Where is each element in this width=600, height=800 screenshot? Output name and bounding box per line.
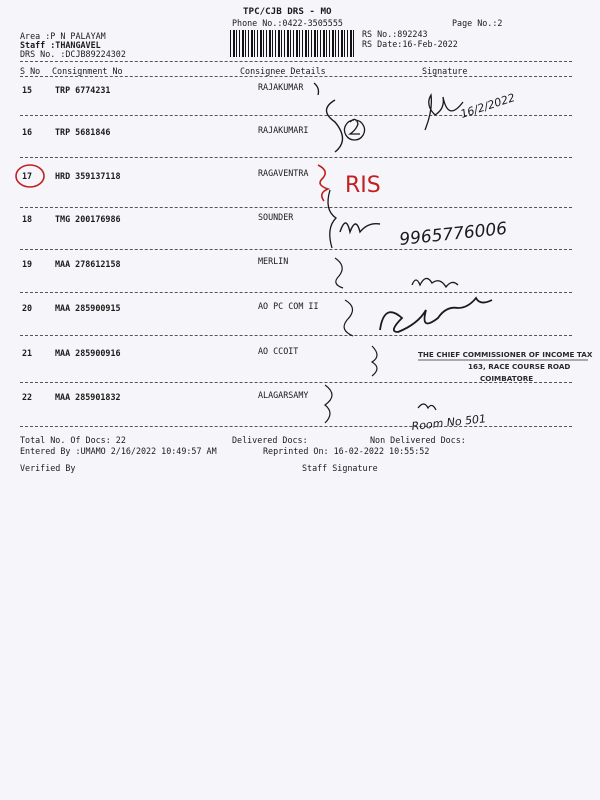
column-header-consignment: Consignment No [52,66,123,76]
phone-number: Phone No.:0422-3505555 [232,18,343,28]
signature-scribble [425,95,463,130]
brace-mark [372,346,377,376]
page-number: Page No.:2 [452,18,503,28]
row-19-consignment: MAA 278612158 [55,259,121,269]
seal-line-3: COIMBATORE [480,374,534,383]
row18-phone: 9965776006 [398,218,509,250]
entered-by: Entered By :UMAMO 2/16/2022 10:49:57 AM [20,446,217,456]
row-19-consignee: MERLIN [258,256,289,266]
row-16-consignee: RAJAKUMARI [258,125,309,135]
row-18-consignee: SOUNDER [258,212,294,222]
verified-by: Verified By [20,463,76,473]
signature-scribble [327,100,343,152]
row-18-consignment: TMG 200176986 [55,214,121,224]
brace-mark [325,385,332,423]
row-22-sno: 22 [22,392,33,402]
room-number-note: Room No 501 [410,412,487,433]
signature-scribble [380,298,492,332]
row-16-sno: 16 [22,127,33,137]
rs-number: RS No.:892243 [362,29,428,39]
row-16-consignment: TRP 5681846 [55,127,111,137]
row-divider [20,115,572,116]
row-18-sno: 18 [22,214,33,224]
row-20-consignee: AO PC COM II [258,301,319,311]
row-19-sno: 19 [22,259,33,269]
circled-two [345,119,365,140]
signature-scribble [412,278,458,287]
row-21-consignment: MAA 285900916 [55,348,121,358]
row-21-sno: 21 [22,348,33,358]
drs-number: DRS No. :DCJB89224302 [20,49,126,59]
non-delivered-docs: Non Delivered Docs: [370,435,466,445]
header-divider [20,61,572,62]
seal-line-2: 163, RACE COURSE ROAD [468,362,571,371]
row-17-consignment: HRD 359137118 [55,171,121,181]
row-divider [20,292,572,293]
row17-initials: RIS [345,173,381,198]
brace-mark [344,300,353,336]
rs-date: RS Date:16-Feb-2022 [362,39,458,49]
total-docs: Total No. Of Docs: 22 [20,435,126,445]
row-15-consignee: RAJAKUMAR [258,82,304,92]
row-17-consignee: RAGAVENTRA [258,168,309,178]
column-header-consignee: Consignee Details [240,66,326,76]
brace-mark [335,258,343,288]
row-21-consignee: AO CCOIT [258,346,299,356]
staff-label: Staff :THANGAVEL [20,40,101,50]
area-label: Area :P N PALAYAM [20,31,106,41]
row-17-sno: 17 [22,171,33,181]
row-15-consignment: TRP 6774231 [55,85,111,95]
signature-scribble [340,223,380,232]
column-header-sno: S No [20,66,41,76]
brace-mark [318,165,328,201]
row15-date: 16/2/2022 [458,91,517,121]
row-20-consignment: MAA 285900915 [55,303,121,313]
row-divider [20,249,572,250]
signature-scribble [418,404,436,410]
brace-mark [328,190,336,248]
staff-signature: Staff Signature [302,463,378,473]
row-20-sno: 20 [22,303,33,313]
reprinted-on: Reprinted On: 16-02-2022 10:55:52 [263,446,430,456]
row-divider [20,207,572,208]
brace-mark [314,83,319,95]
document-title: TPC/CJB DRS - MO [243,6,332,17]
row-15-sno: 15 [22,85,33,95]
row-divider [20,157,572,158]
column-header-divider [20,76,572,77]
seal-line-1: THE CHIEF COMMISSIONER OF INCOME TAX [418,350,593,359]
row-22-consignee: ALAGARSAMY [258,390,309,400]
table-bottom-divider [20,426,572,427]
row-22-consignment: MAA 285901832 [55,392,121,402]
barcode [230,30,356,57]
row-divider [20,335,572,336]
delivered-docs: Delivered Docs: [232,435,308,445]
column-header-signature: Signature [422,66,468,76]
